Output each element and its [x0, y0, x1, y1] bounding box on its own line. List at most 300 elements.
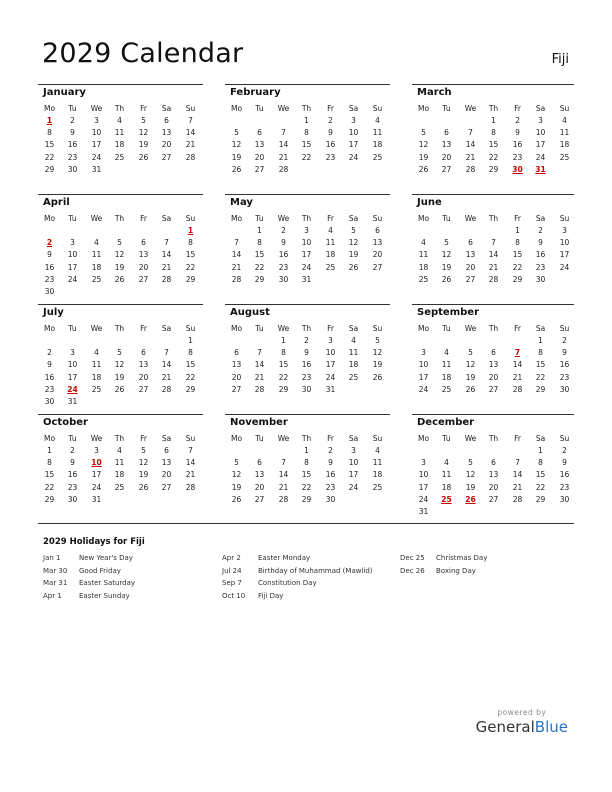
day-cell: 13 [161, 128, 172, 138]
week-row [225, 249, 390, 261]
day-cell: 22 [535, 482, 546, 492]
day-cell: 24 [418, 494, 429, 504]
day-cell: 22 [44, 152, 55, 162]
holiday-name: Christmas Day [436, 554, 488, 562]
holiday-date: Oct 10 [222, 591, 246, 600]
weekday-label: Mo [43, 104, 56, 113]
week-row [38, 164, 203, 176]
month-january [38, 84, 203, 193]
week-row [38, 384, 203, 396]
day-cell: 17 [67, 262, 78, 272]
weekday-label: Th [301, 214, 312, 223]
day-cell: 11 [348, 348, 359, 358]
weekday-label: We [464, 214, 477, 223]
day-cell: 29 [488, 164, 499, 174]
day-cell: 26 [138, 482, 149, 492]
day-cell: 25 [114, 482, 125, 492]
day-cell: 22 [185, 372, 196, 382]
day-cell: 31 [91, 164, 102, 174]
day-cell: 29 [278, 384, 289, 394]
day-cell: 10 [418, 360, 429, 370]
week-row [225, 335, 390, 347]
day-cell: 28 [278, 494, 289, 504]
weekday-label: We [90, 324, 103, 333]
month-name: April [43, 197, 70, 208]
day-cell: 28 [488, 274, 499, 284]
holiday-date: Apr 2 [222, 554, 241, 562]
holiday-date: Jul 24 [222, 566, 242, 575]
day-cell: 12 [372, 348, 383, 358]
day-cell: 28 [512, 384, 523, 394]
day-cell: 14 [512, 360, 523, 370]
day-cell: 12 [348, 238, 359, 248]
day-cell: 21 [512, 372, 523, 382]
day-cell: 12 [418, 140, 429, 150]
week-row [225, 445, 390, 457]
weekday-label: Fr [514, 104, 521, 113]
holiday-day-cell: 25 [441, 494, 452, 504]
day-cell: 6 [164, 116, 169, 125]
weekday-label: Th [301, 434, 312, 443]
day-cell: 13 [488, 360, 499, 370]
day-cell: 29 [535, 384, 546, 394]
day-cell: 25 [325, 262, 336, 272]
day-cell: 10 [67, 250, 78, 260]
month-name: March [417, 87, 452, 98]
day-cell: 3 [421, 458, 426, 468]
day-cell: 7 [515, 458, 520, 468]
week-row [38, 482, 203, 494]
week-row [412, 115, 577, 127]
weekday-label: Sa [161, 324, 172, 333]
week-row [225, 482, 390, 494]
weekday-label: Tu [255, 214, 264, 223]
day-cell: 19 [372, 360, 383, 370]
holiday-day-cell: 7 [514, 348, 521, 358]
day-cell: 7 [468, 128, 473, 138]
week-row [225, 139, 390, 151]
holiday-name: Birthday of Muhammad (Mawlid) [258, 566, 373, 575]
day-cell: 9 [47, 360, 52, 370]
day-cell: 24 [67, 274, 78, 284]
week-row [412, 445, 577, 457]
day-cell: 24 [348, 152, 359, 162]
weekday-label: Tu [68, 434, 77, 443]
day-cell: 21 [231, 262, 242, 272]
month-april [38, 194, 203, 303]
day-cell: 21 [161, 372, 172, 382]
weekday-label: We [277, 214, 290, 223]
day-cell: 7 [164, 348, 169, 358]
week-row [38, 274, 203, 286]
day-cell: 12 [441, 250, 452, 260]
day-cell: 28 [254, 384, 265, 394]
weekday-label: We [90, 214, 103, 223]
day-cell: 25 [91, 384, 102, 394]
day-cell: 2 [328, 446, 333, 455]
day-cell: 1 [188, 336, 193, 345]
day-cell: 1 [491, 116, 496, 125]
day-cell: 5 [468, 348, 473, 358]
weekday-label: Sa [161, 214, 172, 223]
day-cell: 1 [257, 226, 262, 235]
day-cell: 23 [535, 262, 546, 272]
day-cell: 16 [559, 470, 570, 480]
weekday-label: Fr [514, 324, 521, 333]
weekday-label: Th [301, 324, 312, 333]
weekday-label: Sa [535, 104, 546, 113]
weekday-label: Th [114, 214, 125, 223]
day-cell: 28 [231, 274, 242, 284]
day-cell: 13 [161, 458, 172, 468]
day-cell: 31 [418, 507, 429, 516]
week-row [225, 115, 390, 127]
holiday-date: Apr 1 [43, 591, 62, 600]
holiday-date: Mar 31 [43, 579, 68, 587]
day-cell: 26 [418, 164, 429, 174]
day-cell: 23 [301, 372, 312, 382]
day-cell: 22 [278, 372, 289, 382]
day-cell: 10 [418, 470, 429, 480]
day-cell: 9 [304, 348, 309, 358]
day-cell: 5 [141, 116, 146, 125]
day-cell: 11 [325, 238, 336, 248]
day-cell: 6 [141, 348, 146, 358]
week-row [225, 494, 390, 506]
weekday-label: We [464, 104, 477, 113]
day-cell: 15 [488, 140, 499, 150]
day-cell: 13 [465, 250, 476, 260]
day-cell: 12 [231, 140, 242, 150]
day-cell: 11 [559, 128, 570, 138]
holidays-title: 2029 Holidays for Fiji [43, 537, 145, 547]
month-name: July [43, 307, 64, 318]
day-cell: 17 [348, 470, 359, 480]
day-cell: 5 [234, 458, 239, 468]
day-cell: 31 [325, 384, 336, 394]
day-cell: 15 [301, 470, 312, 480]
day-cell: 18 [372, 140, 383, 150]
day-cell: 11 [372, 458, 383, 468]
day-cell: 30 [559, 384, 570, 394]
week-row [225, 347, 390, 359]
day-cell: 4 [444, 458, 449, 468]
weekday-label: Su [372, 434, 383, 443]
weekday-label: Fr [140, 214, 147, 223]
weekday-label: Tu [255, 324, 264, 333]
day-cell: 4 [444, 348, 449, 358]
holiday-name: Easter Sunday [79, 591, 130, 600]
day-cell: 11 [441, 470, 452, 480]
weekday-label: Fr [327, 324, 334, 333]
day-cell: 4 [94, 348, 99, 358]
day-cell: 15 [185, 360, 196, 370]
day-cell: 1 [304, 116, 309, 125]
holiday-date: Mar 30 [43, 566, 68, 575]
day-cell: 26 [348, 262, 359, 272]
day-cell: 21 [185, 140, 196, 150]
day-cell: 6 [257, 458, 262, 468]
brand-blue-text: Blue [534, 718, 568, 736]
day-cell: 11 [372, 128, 383, 138]
weekday-label: Tu [68, 214, 77, 223]
week-row [38, 335, 203, 347]
day-cell: 28 [185, 152, 196, 162]
day-cell: 27 [465, 274, 476, 284]
week-row [225, 457, 390, 469]
day-cell: 17 [535, 140, 546, 150]
holiday-day-cell: 31 [535, 164, 546, 174]
day-cell: 1 [281, 336, 286, 345]
week-row [412, 457, 577, 469]
day-cell: 6 [444, 128, 449, 138]
day-cell: 18 [559, 140, 570, 150]
day-cell: 29 [301, 494, 312, 504]
week-row [412, 262, 577, 274]
day-cell: 7 [188, 446, 193, 455]
week-row [38, 249, 203, 261]
week-row [225, 152, 390, 164]
day-cell: 13 [138, 360, 149, 370]
day-cell: 13 [488, 470, 499, 480]
day-cell: 2 [47, 348, 52, 358]
day-cell: 28 [161, 274, 172, 284]
day-cell: 14 [161, 250, 172, 260]
day-cell: 8 [188, 348, 193, 358]
weekday-label: Th [114, 324, 125, 333]
day-cell: 27 [161, 152, 172, 162]
weekday-label: Mo [417, 324, 430, 333]
week-row [38, 372, 203, 384]
country-label: Fiji [551, 52, 569, 67]
day-cell: 1 [538, 336, 543, 345]
day-cell: 24 [301, 262, 312, 272]
week-row [225, 384, 390, 396]
day-cell: 10 [348, 458, 359, 468]
day-cell: 28 [512, 494, 523, 504]
week-row [38, 347, 203, 359]
week-row [412, 249, 577, 261]
day-cell: 8 [491, 128, 496, 138]
day-cell: 21 [161, 262, 172, 272]
day-cell: 19 [465, 482, 476, 492]
weekday-label: Sa [161, 104, 172, 113]
day-cell: 8 [304, 128, 309, 138]
weekday-label: Mo [230, 104, 243, 113]
day-cell: 25 [441, 384, 452, 394]
day-cell: 12 [138, 128, 149, 138]
month-november [225, 414, 390, 523]
day-cell: 24 [325, 372, 336, 382]
week-row [38, 396, 203, 408]
week-row [38, 445, 203, 457]
day-cell: 15 [512, 250, 523, 260]
day-cell: 20 [161, 470, 172, 480]
month-name: November [230, 417, 288, 428]
day-cell: 14 [231, 250, 242, 260]
generalblue-logo[interactable] [476, 718, 568, 736]
day-cell: 30 [325, 494, 336, 504]
day-cell: 29 [535, 494, 546, 504]
weekday-label: Su [372, 104, 383, 113]
day-cell: 14 [254, 360, 265, 370]
day-cell: 16 [44, 372, 55, 382]
weekday-label: Th [488, 104, 499, 113]
week-row [225, 274, 390, 286]
day-cell: 5 [421, 128, 426, 138]
day-cell: 23 [67, 152, 78, 162]
week-row [38, 494, 203, 506]
day-cell: 19 [114, 372, 125, 382]
day-cell: 6 [491, 348, 496, 358]
day-cell: 4 [117, 446, 122, 455]
day-cell: 22 [512, 262, 523, 272]
day-cell: 25 [91, 274, 102, 284]
day-cell: 2 [281, 226, 286, 235]
day-cell: 19 [465, 372, 476, 382]
day-cell: 11 [91, 250, 102, 260]
day-cell: 5 [444, 238, 449, 248]
weekday-label: Su [185, 104, 196, 113]
day-cell: 14 [278, 140, 289, 150]
day-cell: 5 [375, 336, 380, 345]
day-cell: 4 [375, 116, 380, 125]
day-cell: 15 [535, 360, 546, 370]
day-cell: 12 [465, 470, 476, 480]
day-cell: 11 [441, 360, 452, 370]
weekday-label: Su [372, 214, 383, 223]
day-cell: 7 [491, 238, 496, 248]
day-cell: 4 [562, 116, 567, 125]
day-cell: 9 [562, 348, 567, 358]
weekday-header-row [412, 213, 577, 225]
day-cell: 10 [535, 128, 546, 138]
weekday-header-row [38, 433, 203, 445]
day-cell: 18 [441, 482, 452, 492]
day-cell: 15 [44, 470, 55, 480]
day-cell: 1 [47, 446, 52, 455]
month-february [225, 84, 390, 193]
weekday-label: We [90, 434, 103, 443]
day-cell: 27 [372, 262, 383, 272]
day-cell: 11 [91, 360, 102, 370]
day-cell: 1 [304, 446, 309, 455]
day-cell: 14 [465, 140, 476, 150]
weekday-label: Tu [68, 324, 77, 333]
day-cell: 18 [372, 470, 383, 480]
day-cell: 19 [231, 152, 242, 162]
day-cell: 13 [441, 140, 452, 150]
weekday-label: We [464, 324, 477, 333]
day-cell: 8 [538, 348, 543, 358]
day-cell: 20 [441, 152, 452, 162]
weekday-label: Fr [140, 434, 147, 443]
week-row [225, 372, 390, 384]
day-cell: 24 [418, 384, 429, 394]
weekday-label: Sa [161, 434, 172, 443]
day-cell: 13 [254, 140, 265, 150]
day-cell: 3 [562, 226, 567, 235]
weekday-label: We [90, 104, 103, 113]
week-row [412, 164, 577, 176]
day-cell: 4 [421, 238, 426, 248]
week-row [412, 494, 577, 506]
day-cell: 30 [67, 494, 78, 504]
day-cell: 16 [325, 140, 336, 150]
day-cell: 17 [91, 470, 102, 480]
weekday-header-row [225, 323, 390, 335]
day-cell: 7 [281, 128, 286, 138]
day-cell: 3 [351, 446, 356, 455]
day-cell: 6 [234, 348, 239, 358]
weekday-label: Fr [514, 434, 521, 443]
day-cell: 11 [418, 250, 429, 260]
weekday-label: Th [301, 104, 312, 113]
day-cell: 14 [488, 250, 499, 260]
day-cell: 9 [70, 458, 75, 468]
day-cell: 5 [468, 458, 473, 468]
week-row [412, 274, 577, 286]
footer-branding [476, 708, 568, 736]
day-cell: 22 [44, 482, 55, 492]
day-cell: 5 [351, 226, 356, 235]
day-cell: 10 [91, 128, 102, 138]
day-cell: 19 [441, 262, 452, 272]
weekday-label: Th [488, 324, 499, 333]
day-cell: 20 [465, 262, 476, 272]
weekday-label: Tu [442, 434, 451, 443]
week-row [38, 286, 203, 298]
week-row [412, 335, 577, 347]
day-cell: 19 [114, 262, 125, 272]
day-cell: 27 [161, 482, 172, 492]
day-cell: 6 [468, 238, 473, 248]
calendar-bottom-rule [38, 523, 574, 524]
day-cell: 17 [325, 360, 336, 370]
day-cell: 3 [70, 348, 75, 358]
day-cell: 3 [538, 116, 543, 125]
holiday-day-cell: 1 [46, 116, 53, 125]
day-cell: 7 [234, 238, 239, 248]
day-cell: 25 [348, 372, 359, 382]
day-cell: 5 [117, 238, 122, 248]
holiday-name: Constitution Day [258, 579, 317, 587]
week-row [412, 506, 577, 518]
day-cell: 6 [257, 128, 262, 138]
day-cell: 10 [348, 128, 359, 138]
day-cell: 24 [348, 482, 359, 492]
day-cell: 28 [278, 164, 289, 174]
weekday-label: Th [488, 214, 499, 223]
week-row [38, 262, 203, 274]
month-march [412, 84, 574, 193]
day-cell: 12 [231, 470, 242, 480]
holiday-date: Jan 1 [43, 554, 61, 562]
weekday-label: Su [559, 324, 570, 333]
weekday-header-row [412, 323, 577, 335]
holiday-day-cell: 2 [46, 238, 53, 248]
day-cell: 17 [418, 482, 429, 492]
day-cell: 30 [44, 397, 55, 406]
day-cell: 30 [535, 274, 546, 284]
day-cell: 20 [488, 372, 499, 382]
day-cell: 16 [559, 360, 570, 370]
day-cell: 6 [491, 458, 496, 468]
day-cell: 29 [185, 384, 196, 394]
day-cell: 2 [562, 446, 567, 455]
day-cell: 21 [278, 482, 289, 492]
weekday-label: Mo [230, 324, 243, 333]
